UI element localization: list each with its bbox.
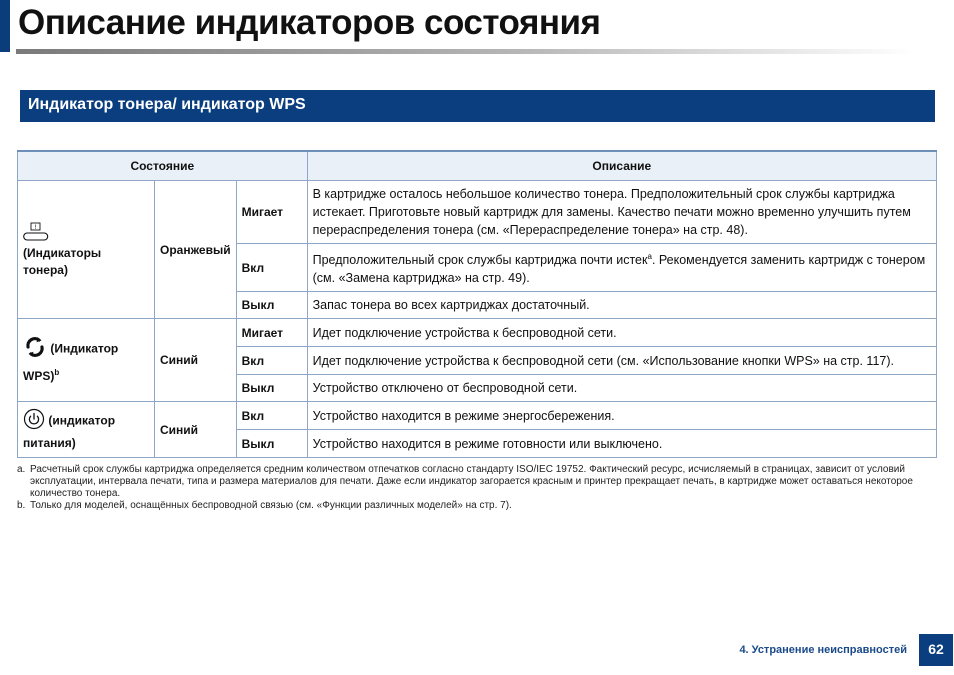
indicator-label-wps: (Индикатор WPS)	[23, 341, 119, 383]
page-title: Описание индикаторов состояния	[18, 3, 601, 42]
description-cell: Устройство находится в режиме энергосбережения.	[307, 402, 936, 430]
indicator-cell-toner	[18, 181, 155, 319]
footnote-ref-a: a	[647, 251, 652, 261]
indicator-status-table	[17, 150, 937, 458]
footnote-mark: a.	[17, 464, 26, 475]
color-cell-orange: Оранжевый	[155, 181, 237, 319]
header-description: Описание	[307, 151, 936, 181]
status-cell: Выкл	[236, 430, 307, 458]
status-cell: Вкл	[236, 402, 307, 430]
status-cell: Вкл	[236, 244, 307, 292]
description-text: . Рекомендуется заменить картридж с тонером (см. «Замена картриджа» на стр. 49).	[312, 253, 926, 286]
title-accent-bar	[0, 0, 10, 52]
description-text: Предположительный срок службы картриджа почти истек	[312, 253, 648, 268]
indicator-cell-power	[18, 402, 155, 458]
status-cell: Мигает	[236, 319, 307, 347]
description-cell: Устройство находится в режиме готовности или выключено.	[307, 430, 936, 458]
svg-text:!: !	[34, 224, 37, 231]
status-cell: Выкл	[236, 375, 307, 402]
table-row	[18, 319, 937, 347]
description-cell: Идет подключение устройства к беспроводной сети.	[307, 319, 936, 347]
table-row	[18, 181, 937, 244]
footnote-text: Только для моделей, оснащённых беспроводной связью (см. «Функции различных моделей» на стр. 7).	[30, 500, 512, 511]
description-cell: Устройство отключено от беспроводной сети.	[307, 375, 936, 402]
footnote-mark: b.	[17, 500, 26, 511]
footnote-a	[17, 464, 932, 500]
description-cell: Запас тонера во всех картриджах достаточный.	[307, 292, 936, 319]
header-state: Состояние	[18, 151, 308, 181]
indicator-label-power: (индикатор питания)	[23, 413, 116, 450]
status-cell: Вкл	[236, 347, 307, 375]
indicator-cell-wps	[18, 319, 155, 402]
wps-icon	[23, 335, 47, 364]
power-icon	[23, 408, 45, 435]
chapter-footer: 4. Устранение неисправностей	[739, 644, 907, 656]
footnote-ref-b: b	[54, 368, 60, 377]
footnote-text: Расчетный срок службы картриджа определяется средним количеством отпечатков согласно стандарту ISO/IEC 19752. Фактический ресурс, исчисляемый в страницах, зависит от условий эксплуатации, интервала печати, типа и размера материалов для печати. Даже если индикатор загорается красным и принтер прекращает печать, в картридже может оставаться некоторое количество тонера.	[30, 464, 913, 499]
description-cell	[307, 244, 936, 292]
status-cell: Мигает	[236, 181, 307, 244]
color-cell-blue: Синий	[155, 319, 237, 402]
table-row	[18, 402, 937, 430]
section-title: Индикатор тонера/ индикатор WPS	[28, 96, 306, 113]
footnote-b	[17, 500, 932, 512]
status-cell: Выкл	[236, 292, 307, 319]
section-header	[20, 90, 935, 122]
description-cell: Идет подключение устройства к беспроводной сети (см. «Использование кнопки WPS» на стр. 117).	[307, 347, 936, 375]
color-cell-blue: Синий	[155, 402, 237, 458]
table-header-row	[18, 151, 937, 181]
title-rule	[16, 49, 916, 54]
page-number: 62	[919, 634, 953, 666]
toner-icon	[23, 222, 149, 245]
indicator-label-toner: (Индикаторы тонера)	[23, 246, 102, 277]
description-cell: В картридже осталось небольшое количество тонера. Предположительный срок службы картриджа истекает. Приготовьте новый картридж для замены. Качество печати можно временно улучшить путем перераспределения тонера (см. «Перераспределение тонера» на стр. 48).	[307, 181, 936, 244]
footnotes	[17, 464, 932, 512]
